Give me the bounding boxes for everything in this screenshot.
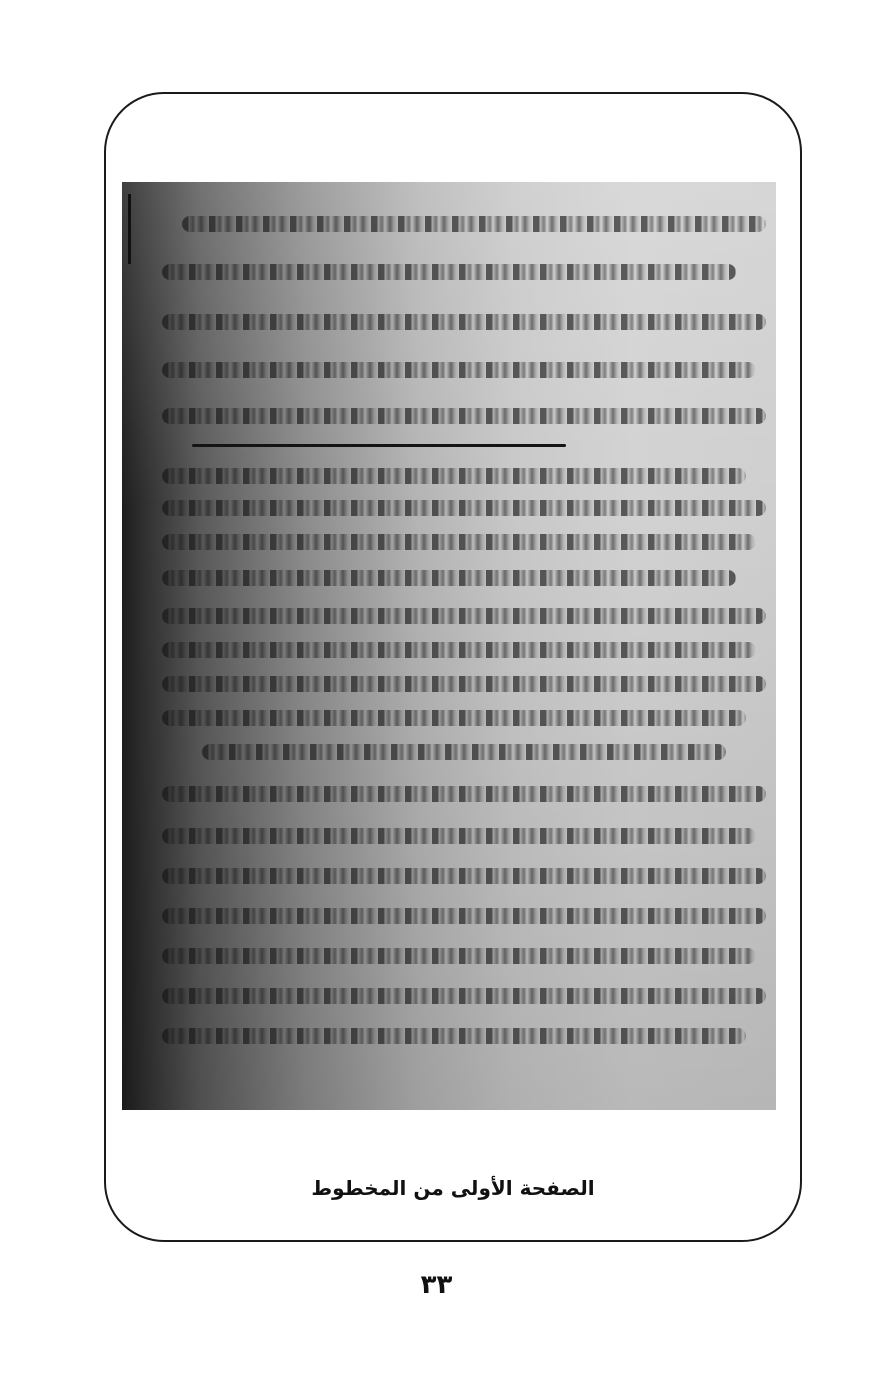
manuscript-line <box>202 744 726 760</box>
manuscript-line <box>162 570 736 586</box>
manuscript-line <box>162 948 756 964</box>
page-number: ٣٣ <box>420 1270 453 1300</box>
manuscript-line <box>162 868 766 884</box>
manuscript-line <box>182 216 766 232</box>
manuscript-line <box>162 314 766 330</box>
manuscript-margin-mark <box>128 194 131 264</box>
manuscript-line <box>162 710 746 726</box>
manuscript-line <box>162 608 766 624</box>
manuscript-line <box>162 500 766 516</box>
manuscript-separator <box>192 444 566 447</box>
manuscript-line <box>162 468 746 484</box>
manuscript-line <box>162 408 766 424</box>
manuscript-line <box>162 1028 746 1044</box>
manuscript-line <box>162 264 736 280</box>
manuscript-line <box>162 908 766 924</box>
manuscript-line <box>162 988 766 1004</box>
figure-caption: الصفحة الأولى من المخطوط <box>311 1176 595 1200</box>
manuscript-line <box>162 828 756 844</box>
manuscript-line <box>162 676 766 692</box>
manuscript-line <box>162 534 756 550</box>
manuscript-handwriting <box>162 196 766 1096</box>
manuscript-scan-image <box>122 182 776 1110</box>
manuscript-line <box>162 642 756 658</box>
manuscript-line <box>162 786 766 802</box>
manuscript-line <box>162 362 756 378</box>
